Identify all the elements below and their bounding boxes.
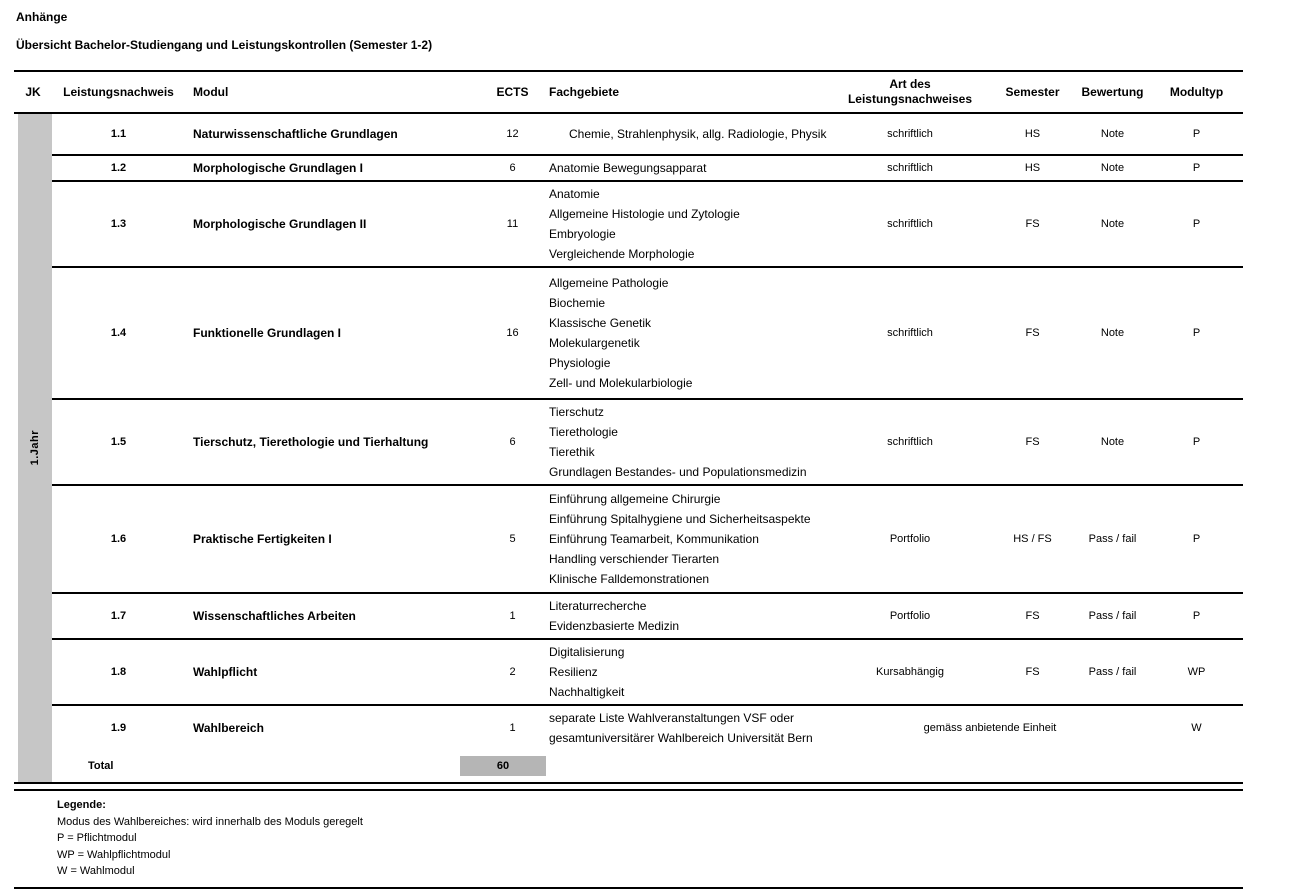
modul-name: Wahlpflicht (193, 665, 258, 679)
merged-art-semester-bewertung: gemäss anbietende Einheit (923, 722, 1057, 734)
leistungsnachweis-number: 1.1 (110, 128, 127, 140)
fachgebiet-item: Embryologie (549, 227, 616, 241)
fachgebiet-item: Zell- und Molekularbiologie (549, 376, 693, 390)
modultyp-value: WP (1187, 666, 1206, 678)
module-row-1.5 (52, 400, 1243, 486)
fachgebiete-list (545, 640, 830, 704)
semester-value: FS (1025, 610, 1040, 622)
modul-name: Praktische Fertigkeiten I (193, 532, 332, 546)
leistungsnachweis-number: 1.2 (110, 162, 127, 174)
table-body (14, 114, 1243, 782)
modultyp-value: W (1191, 722, 1202, 734)
legend-line: Modus des Wahlbereiches: wird innerhalb des Moduls geregelt (57, 815, 363, 828)
fachgebiet-item: Klassische Genetik (549, 316, 652, 330)
fachgebiet-item: Klinische Falldemonstrationen (549, 572, 710, 586)
fachgebiet-item: Anatomie Bewegungsapparat (549, 161, 707, 175)
total-row (52, 750, 1243, 782)
fachgebiet-item: Resilienz (549, 665, 598, 679)
fachgebiet-item: Tierethik (549, 445, 595, 459)
jk-column (14, 114, 52, 782)
module-row-1.3 (52, 182, 1243, 268)
modultyp-value: P (1192, 533, 1201, 545)
total-label: Total (88, 760, 114, 772)
header-bewertung: Bewertung (1081, 85, 1144, 99)
fachgebiet-item: Physiologie (549, 356, 611, 370)
total-ects-value: 60 (460, 756, 546, 776)
ects-value: 1 (509, 722, 516, 734)
fachgebiete-list (545, 594, 830, 638)
fachgebiet-item: Allgemeine Pathologie (549, 276, 669, 290)
fachgebiete-list (545, 706, 830, 750)
fachgebiet-item: Tierschutz (549, 405, 604, 419)
module-row-1.6 (52, 486, 1243, 594)
header-fachgebiete: Fachgebiete (549, 85, 620, 99)
ects-value: 5 (509, 533, 516, 545)
fachgebiete-list (545, 486, 830, 592)
semester-value: HS (1024, 162, 1041, 174)
fachgebiet-item: Literaturrecherche (549, 599, 647, 613)
modultyp-value: P (1192, 436, 1201, 448)
module-row-1.1 (52, 114, 1243, 156)
jk-year-label: 1.Jahr (29, 430, 41, 466)
modul-name: Funktionelle Grundlagen I (193, 326, 342, 340)
module-row-1.2 (52, 156, 1243, 182)
legend-line: WP = Wahlpflichtmodul (57, 848, 171, 861)
fachgebiet-item: Chemie, Strahlenphysik, allg. Radiologie, Physik (569, 127, 827, 141)
fachgebiet-item: Nachhaltigkeit (549, 685, 625, 699)
fachgebiet-item: Digitalisierung (549, 645, 625, 659)
header-modul: Modul (193, 85, 229, 99)
modul-name: Wahlbereich (193, 721, 264, 735)
bewertung-value: Pass / fail (1088, 533, 1137, 545)
page-subtitle: Übersicht Bachelor-Studiengang und Leistungskontrollen (Semester 1-2) (16, 38, 433, 52)
modul-name: Wissenschaftliches Arbeiten (193, 609, 356, 623)
ects-value: 1 (509, 610, 516, 622)
fachgebiet-item: Biochemie (549, 296, 606, 310)
bewertung-value: Note (1100, 436, 1125, 448)
fachgebiet-item: Allgemeine Histologie und Zytologie (549, 207, 740, 221)
modul-name: Tierschutz, Tierethologie und Tierhaltung (193, 435, 429, 449)
fachgebiet-item: Grundlagen Bestandes- und Populationsmedizin (549, 465, 807, 479)
fachgebiete-list (545, 114, 830, 154)
module-row-1.8 (52, 640, 1243, 706)
ects-value: 12 (506, 128, 519, 140)
modultyp-value: P (1192, 128, 1201, 140)
leistungsnachweis-number: 1.8 (110, 666, 127, 678)
module-row-1.9 (52, 706, 1243, 750)
bewertung-value: Note (1100, 128, 1125, 140)
header-ects: ECTS (496, 85, 529, 99)
fachgebiet-item: Vergleichende Morphologie (549, 247, 695, 261)
modul-name: Morphologische Grundlagen I (193, 161, 364, 175)
modultyp-value: P (1192, 610, 1201, 622)
fachgebiet-item: Einführung Spitalhygiene und Sicherheitsaspekte (549, 512, 811, 526)
fachgebiet-item: Tierethologie (549, 425, 618, 439)
legend-title: Legende: (57, 799, 106, 811)
semester-value: HS / FS (1013, 533, 1052, 545)
header-leistungsnachweis: Leistungsnachweis (63, 85, 174, 99)
bewertung-value: Note (1100, 162, 1125, 174)
module-row-1.4 (52, 268, 1243, 400)
header-semester: Semester (1005, 85, 1060, 99)
jk-year-bar (18, 114, 52, 782)
art-value: Portfolio (889, 533, 931, 545)
art-value: schriftlich (887, 162, 933, 174)
document-page (0, 10, 1296, 894)
modultyp-value: P (1192, 162, 1201, 174)
fachgebiete-list (545, 182, 830, 266)
leistungsnachweis-number: 1.4 (110, 327, 127, 339)
fachgebiet-item: Anatomie (549, 187, 600, 201)
fachgebiete-list (545, 268, 830, 398)
art-value: schriftlich (887, 436, 933, 448)
art-value: Kursabhängig (876, 666, 944, 678)
art-value: Portfolio (889, 610, 931, 622)
semester-value: FS (1025, 436, 1040, 448)
legend-line: W = Wahlmodul (57, 865, 135, 877)
bewertung-value: Note (1100, 327, 1125, 339)
curriculum-table (14, 70, 1243, 784)
modul-name: Naturwissenschaftliche Grundlagen (193, 127, 398, 141)
bewertung-value: Pass / fail (1088, 610, 1137, 622)
ects-value: 2 (509, 666, 516, 678)
modultyp-value: P (1192, 327, 1201, 339)
module-rows (52, 114, 1243, 782)
fachgebiete-list (545, 400, 830, 484)
header-art-des-leistungsnachweises (830, 72, 990, 112)
semester-value: HS (1024, 128, 1041, 140)
semester-value: FS (1025, 218, 1040, 230)
header-modultyp: Modultyp (1169, 85, 1224, 99)
fachgebiet-item: separate Liste Wahlveranstaltungen VSF oder (549, 711, 795, 725)
fachgebiet-item: Molekulargenetik (549, 336, 640, 350)
leistungsnachweis-number: 1.7 (110, 610, 127, 622)
ects-value: 11 (506, 218, 519, 230)
page-title: Anhänge (16, 10, 68, 24)
legend (14, 789, 1243, 889)
module-row-1.7 (52, 594, 1243, 640)
header-jk: JK (25, 85, 41, 99)
bewertung-value: Note (1100, 218, 1125, 230)
header-art-line2: Leistungsnachweises (847, 92, 973, 106)
leistungsnachweis-number: 1.6 (110, 533, 127, 545)
modultyp-value: P (1192, 218, 1201, 230)
leistungsnachweis-number: 1.9 (110, 722, 127, 734)
legend-line: P = Pflichtmodul (57, 832, 137, 844)
bewertung-value: Pass / fail (1088, 666, 1137, 678)
art-value: schriftlich (887, 218, 933, 230)
modul-name: Morphologische Grundlagen II (193, 217, 367, 231)
fachgebiet-item: gesamtuniversitärer Wahlbereich Universität Bern (549, 731, 813, 745)
leistungsnachweis-number: 1.3 (110, 218, 127, 230)
fachgebiet-item: Einführung Teamarbeit, Kommunikation (549, 532, 759, 546)
fachgebiete-list (545, 156, 830, 180)
fachgebiet-item: Handling verschiender Tierarten (549, 552, 720, 566)
fachgebiet-item: Evidenzbasierte Medizin (549, 619, 680, 633)
fachgebiet-item: Einführung allgemeine Chirurgie (549, 492, 721, 506)
header-art-line1: Art des (889, 77, 931, 91)
ects-value: 16 (506, 327, 519, 339)
semester-value: FS (1025, 666, 1040, 678)
table-header-row (14, 72, 1243, 114)
ects-value: 6 (509, 436, 516, 448)
art-value: schriftlich (887, 327, 933, 339)
ects-value: 6 (509, 162, 516, 174)
art-value: schriftlich (887, 128, 933, 140)
semester-value: FS (1025, 327, 1040, 339)
leistungsnachweis-number: 1.5 (110, 436, 127, 448)
